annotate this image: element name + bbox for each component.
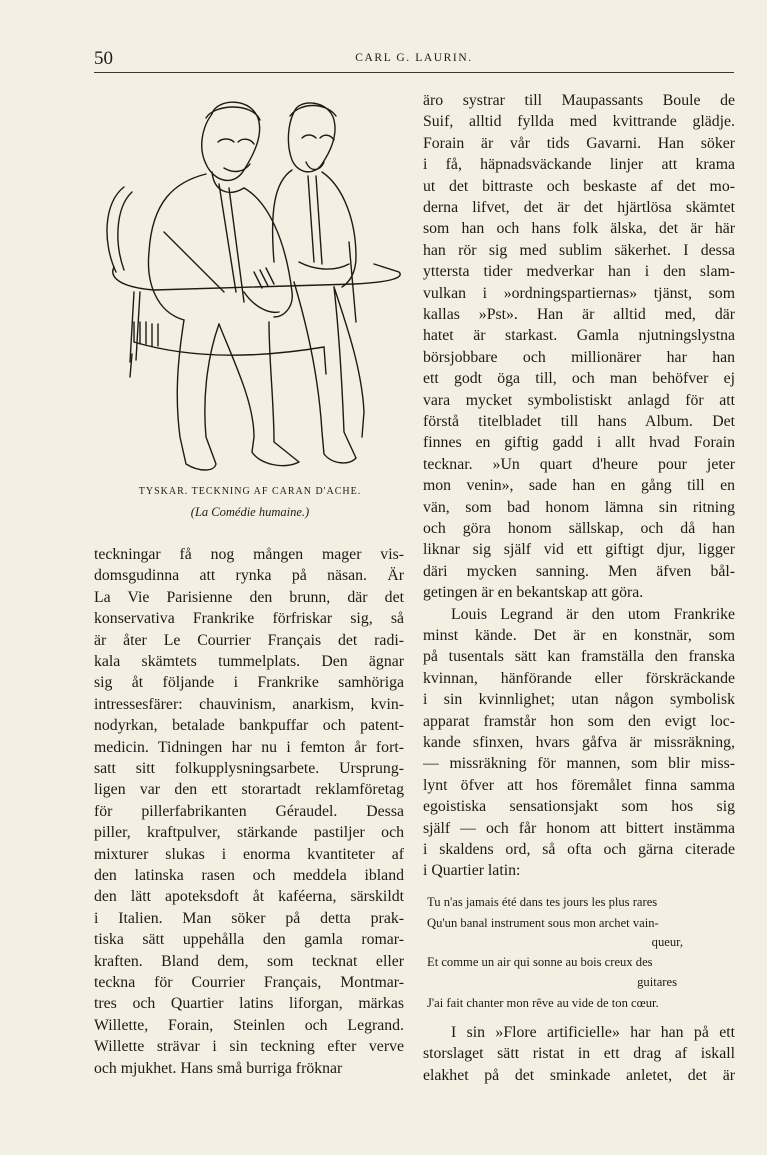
text-line: Forain är vår tids Gavarni. Han söker [423,134,735,152]
text-line: själf — och får honom att bittert instämma [423,819,735,837]
text-line: och mjukhet. Hans små burriga fröknar [94,1059,343,1077]
text-line: och göra honom sällskap, och då han [423,520,735,537]
text-line: elakhet på det sminkade anletet, det är [423,1066,735,1084]
text-line: getingen är en bekantskap att göra. [423,584,644,602]
text-line: Louis Legrand är den utom Frankrike [451,605,735,623]
text-line: satt sitt folkupplysningsarbete. Ursprung- [94,760,404,777]
page-number: 50 [94,48,113,69]
text-line: i Quartier latin: [423,862,521,880]
text-line: äro systrar till Maupassants Boule de [423,92,735,109]
text-line: piller, kraftpulver, stärkande pastiljer och [94,824,404,842]
text-line: teckna för Courrier Français, Montmar- [94,974,404,991]
text-line: i få, häpnadsväckande linjer att krama [423,156,735,174]
text-line: konservativa Frankrike förfriskar sig, så [94,610,404,628]
text-line: nodyrkan, betalade bankpuffar och patent- [94,717,404,735]
text-line: tecknar. »Un quart d'heure pour jeter [423,455,735,473]
figure-caption-source: (La Comédie humaine.) [190,505,310,519]
text-line: kande sfinxen, hvars gåfva är missräkning, [423,734,735,751]
text-line: ligen var den ett storartadt reklamföretag [94,781,404,799]
poem-line: Tu n'as jamais été dans tes jours les plus rares [427,894,658,909]
text-line: i sin kvinnlighet; utan någon symbolisk [423,691,735,709]
text-line: egoistiska sensationsjakt som hos sig [423,798,735,816]
text-line: ett godt öga till, och man behöfver ej [423,370,735,388]
text-line: storslaget sätt ristat in ett drag af iskall [423,1045,735,1063]
text-line: förstå titelbladet till hans Album. Det [423,413,735,430]
caricature-drawing [94,92,406,482]
text-line: på tusentals sätt kan framställa den franska [423,648,735,666]
figure-caption: TYSKAR. TECKNING AF CARAN D'ACHE. [138,486,362,497]
poem-line: Et comme un air qui sonne au bois creux des [427,954,653,969]
poem-line: queur, [651,934,683,949]
text-line: kraften. Bland dem, som tecknat eller [94,952,404,970]
text-line: I sin »Flore artificielle» har han på ett [451,1023,735,1041]
text-line: i skaldens ord, så ofta och gärna citerade [423,841,735,858]
text-line: den latinska rasen och meddela ibland [94,867,404,884]
text-line: vara mycket symbolistiskt anlagd för att [423,391,735,409]
text-line: sig åt följande i Frankrike samhöriga [94,674,404,692]
text-line: yttersta tider medverkar han i den slam- [423,263,735,281]
text-line: mon venin», sade han en gång till en [423,477,735,495]
text-line: som han och hans folk älska, det är här [423,220,735,238]
text-line: han rör sig med sublim säkerhet. I dessa [423,241,735,259]
text-line: Willette strävar i sin teckning efter verve [94,1038,404,1056]
text-line: tres och Quartier latins liforgan, märkas [94,995,404,1013]
text-line: kvinnan, hänförande eller förskräckande [423,669,735,687]
poem-line: J'ai fait chanter mon rêve au vide de ton cœur. [427,995,659,1010]
text-line: mixturer slukas i enorma kvantiteter af [94,845,404,863]
text-line: kallas »Pst». Han är alltid med, där [423,306,735,323]
text-line: i Italien. Man söker på detta prak- [94,909,404,927]
text-line: liknar sig själf vid ett giftigt djur, ligger [423,541,735,559]
text-line: vulkan i »ordningspartiernas» tjänst, som [423,284,735,302]
page-header [94,48,734,73]
text-line: — missräkning för mannen, som blir miss- [423,755,735,773]
text-line: domsgudinna att rynka på näsan. Är [94,567,404,585]
text-line: den lätt apoteksdoft åt kaféerna, särskildt [94,888,404,906]
text-line: ut det bittraste och beskaste af det mo- [423,177,735,195]
text-line: vän, som bad honom lämna sin ritning [423,498,735,516]
text-line: Suif, alltid fyllda med kvittrande glädje. [423,113,735,131]
text-line: börsjobbare och millionärer har han [423,348,735,366]
text-line: lynt öfver att hos föremålet finna samma [423,776,735,794]
running-head: CARL G. LAURIN. [355,52,473,64]
text-line: för pillerfabrikanten Géraudel. Dessa [94,802,404,820]
text-line: däri mycken sanning. Men äfven bål- [423,562,735,580]
text-line: apparat framstår hon som den evigt loc- [423,712,735,730]
poem-line: Qu'un banal instrument sous mon archet vain- [427,915,659,930]
illustration-figure [94,92,406,532]
text-line: intressesfärer: chauvinism, anarkism, kvin- [94,695,404,713]
text-line: derna lifvet, det är det hjärtlösa skämtet [423,199,735,216]
text-line: medicin. Tidningen har nu i femton år fort- [94,738,404,756]
text-line: är åter Le Courrier Français det radi- [94,631,404,649]
text-line: finnes en giftig gadd i allt hvad Forain [423,434,735,452]
text-line: minst kände. Det är en konstnär, som [423,627,735,644]
text-line: tiska sätt uppehålla den gamla romar- [94,931,404,949]
text-line: kala skämtets tummelplats. Den ägnar [94,653,404,670]
poem-line: guitares [637,974,677,989]
text-line: hatet är starkast. Gamla njutningslystna [423,327,735,345]
text-line: La Vie Parisienne den brunn, där det [94,588,404,606]
text-line: teckningar få nog mången mager vis- [94,546,404,563]
text-line: Willette, Forain, Steinlen och Legrand. [94,1016,404,1034]
